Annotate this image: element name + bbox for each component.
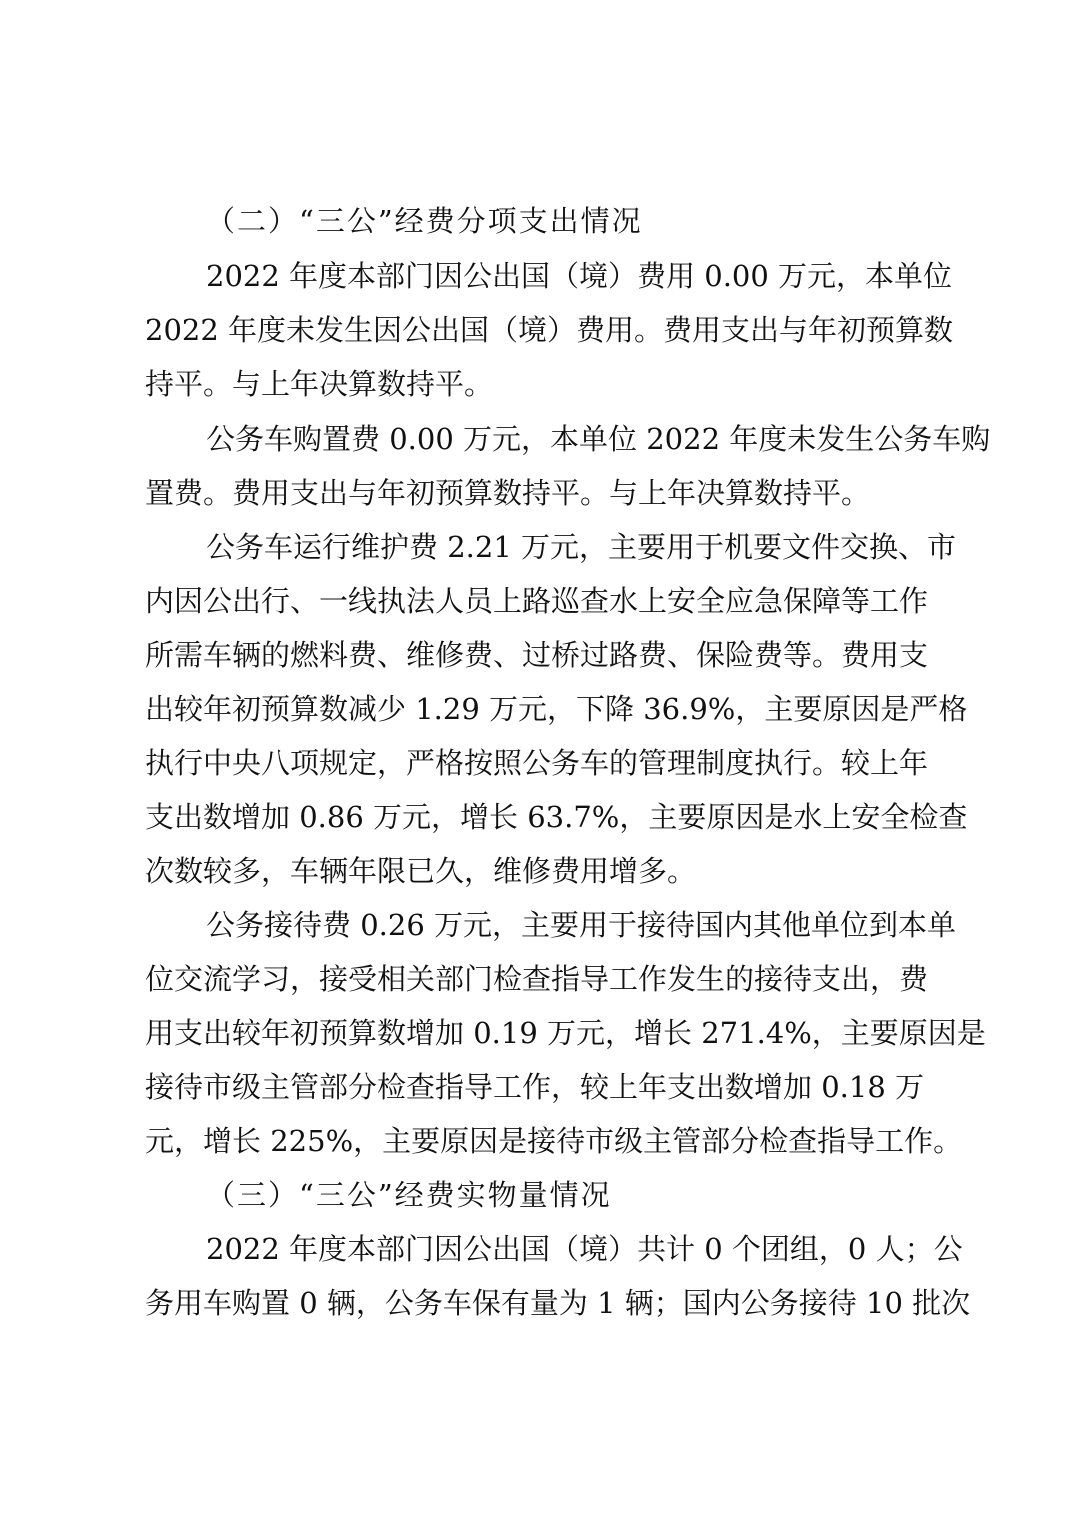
paragraph-line: 支出数增加 0.86 万元，增长 63.7%，主要原因是水上安全检查 xyxy=(145,800,968,834)
section-heading-3: （三）“三公”经费实物量情况 xyxy=(206,1178,612,1212)
section-heading-2: （二）“三公”经费分项支出情况 xyxy=(206,204,643,238)
paragraph-line: 内因公出行、一线执法人员上路巡查水上安全应急保障等工作 xyxy=(145,584,929,618)
paragraph-line: 公务车运行维护费 2.21 万元，主要用于机要文件交换、市 xyxy=(206,530,957,564)
paragraph-line: 出较年初预算数减少 1.29 万元，下降 36.9%，主要原因是严格 xyxy=(145,692,968,726)
paragraph-line: 所需车辆的燃料费、维修费、过桥过路费、保险费等。费用支 xyxy=(145,638,929,672)
paragraph-line: 务用车购置 0 辆，公务车保有量为 1 辆；国内公务接待 10 批次 xyxy=(145,1286,971,1320)
paragraph-line: 2022 年度本部门因公出国（境）共计 0 个团组，0 人；公 xyxy=(206,1232,963,1266)
paragraph-line: 公务接待费 0.26 万元，主要用于接待国内其他单位到本单 xyxy=(206,908,957,942)
paragraph-line: 2022 年度未发生因公出国（境）费用。费用支出与年初预算数 xyxy=(145,313,954,347)
paragraph-line: 接待市级主管部分检查指导工作，较上年支出数增加 0.18 万 xyxy=(145,1070,925,1104)
paragraph-line: 元，增长 225%，主要原因是接待市级主管部分检查指导工作。 xyxy=(145,1124,963,1158)
paragraph-line: 置费。费用支出与年初预算数持平。与上年决算数持平。 xyxy=(145,476,871,510)
paragraph-line: 执行中央八项规定，严格按照公务车的管理制度执行。较上年 xyxy=(145,746,929,780)
paragraph-line: 位交流学习，接受相关部门检查指导工作发生的接待支出，费 xyxy=(145,962,929,996)
paragraph-line: 公务车购置费 0.00 万元，本单位 2022 年度未发生公务车购 xyxy=(206,422,991,456)
paragraph-line: 持平。与上年决算数持平。 xyxy=(145,367,494,401)
paragraph-line: 次数较多，车辆年限已久，维修费用增多。 xyxy=(145,854,697,888)
paragraph-line: 2022 年度本部门因公出国（境）费用 0.00 万元，本单位 xyxy=(206,259,953,293)
paragraph-line: 用支出较年初预算数增加 0.19 万元，增长 271.4%，主要原因是 xyxy=(145,1016,986,1050)
